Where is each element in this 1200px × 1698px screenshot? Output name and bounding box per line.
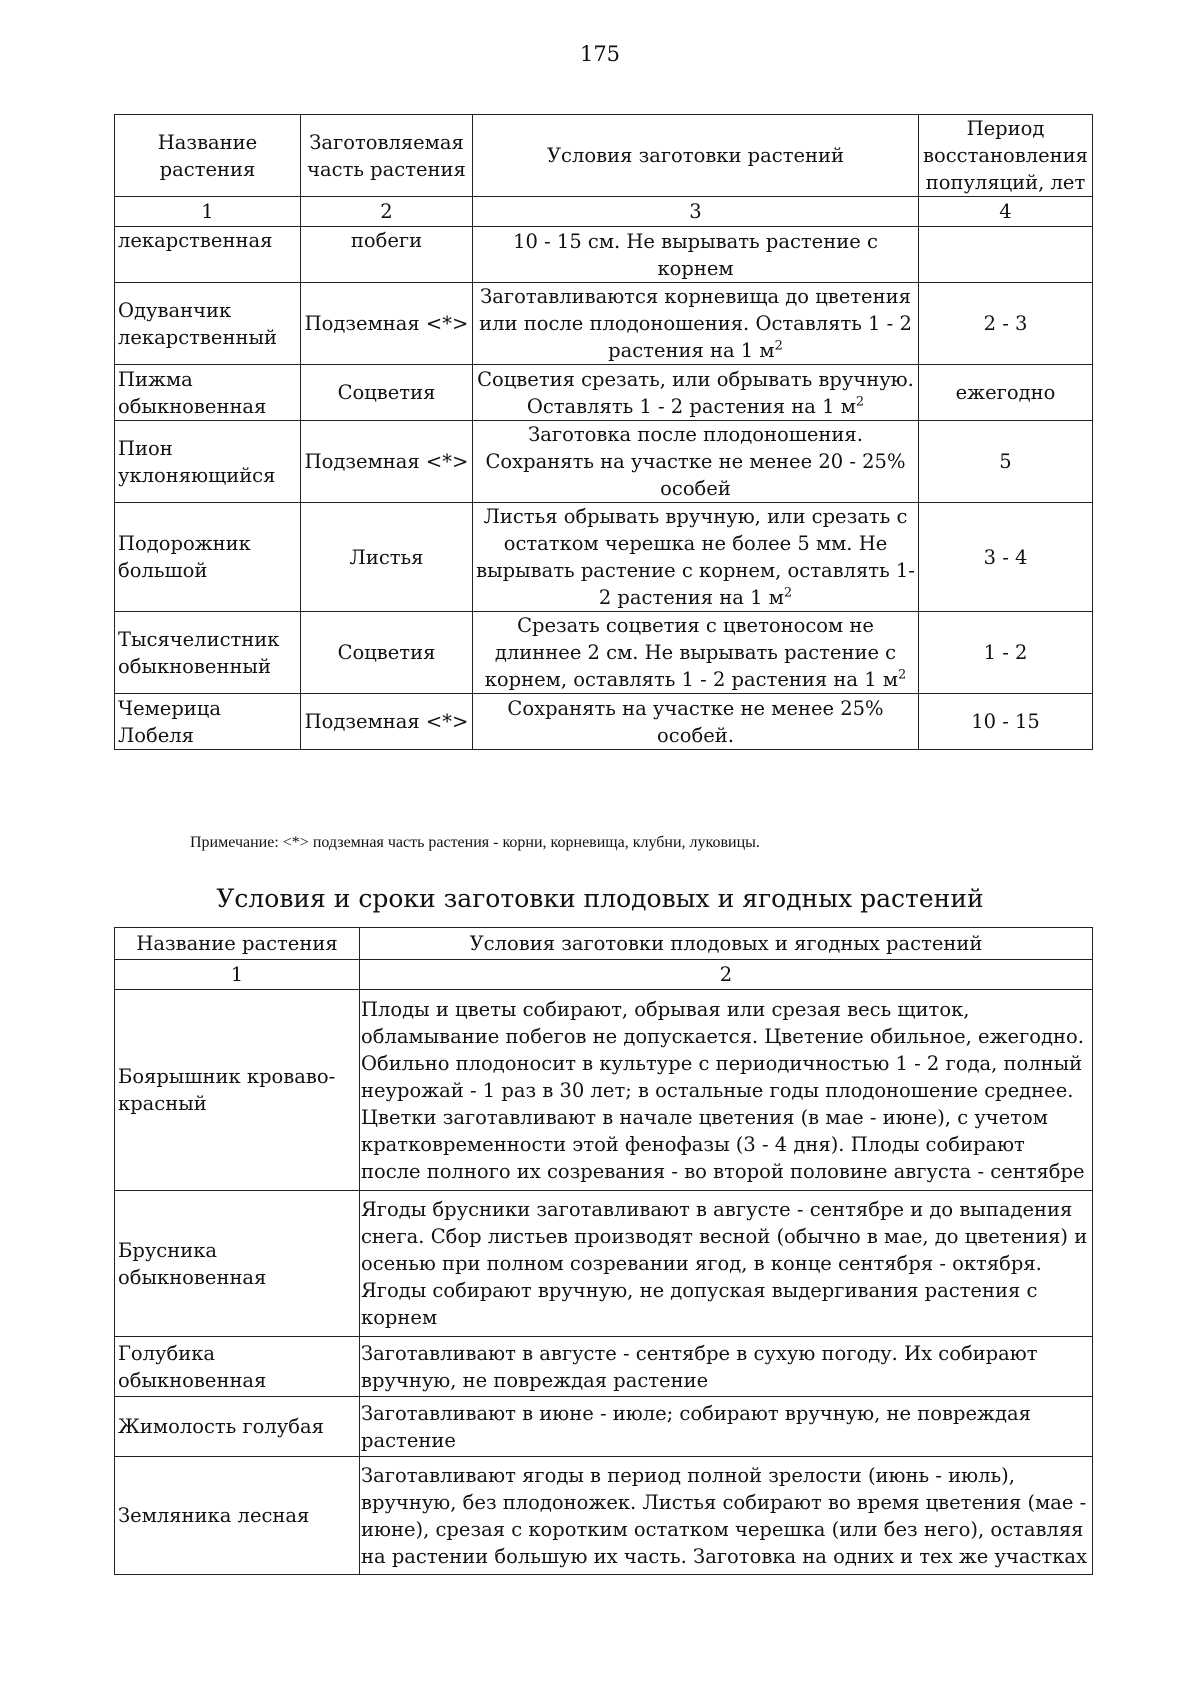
harvest-conditions — [473, 612, 919, 694]
cell-line: или после плодоношения. Оставлять 1 - 2 — [479, 312, 912, 335]
plant-name — [115, 421, 301, 503]
plant-name — [115, 365, 301, 421]
cell-line: обыкновенный — [118, 654, 271, 678]
column-number: 1 — [115, 197, 301, 227]
cell-line: растения — [159, 157, 256, 181]
plant-name — [115, 503, 301, 612]
cell-line: обламывание побегов не допускается. Цветение обильное, ежегодно. — [361, 1024, 1084, 1048]
table-row — [115, 283, 1093, 365]
column-header: Название растения — [115, 928, 360, 960]
cell-line: корнем — [361, 1306, 438, 1329]
harvest-conditions — [473, 694, 919, 750]
recovery-period: 10 - 15 — [919, 694, 1093, 750]
plant-name — [115, 227, 301, 283]
cell-line: 10 - 15 см. Не вырывать растение с — [513, 229, 878, 253]
harvest-conditions — [473, 421, 919, 503]
cell-line: Период — [966, 117, 1045, 140]
cell-line: Цветки заготавливают в начале цветения (в мае - июне), с учетом — [361, 1105, 1048, 1129]
cell-line: растения на 1 $м^2$ — [608, 338, 783, 362]
cell-line: 2 растения на 1 $м^2$ — [598, 585, 793, 609]
table-row — [115, 421, 1093, 503]
cell-line: Листья обрывать вручную, или срезать с — [483, 505, 908, 528]
column-number-row — [115, 197, 1093, 227]
column-number-row — [115, 960, 1093, 990]
cell-line: после полного их созревания - во второй половине августа - сентябре — [361, 1159, 1085, 1183]
cell-line: Заготавливаются корневища до цветения — [480, 285, 911, 308]
harvest-conditions — [473, 283, 919, 365]
cell-line: Голубика — [118, 1341, 216, 1365]
harvest-conditions — [360, 1337, 1093, 1397]
harvest-conditions — [473, 227, 919, 283]
harvested-part: Подземная <*> — [301, 283, 473, 365]
cell-line: обыкновенная — [118, 1265, 267, 1289]
table-row — [115, 1191, 1093, 1337]
cell-line: осенью при полном созревании ягод, в конце сентября - октября. — [361, 1252, 1042, 1275]
harvest-conditions — [360, 1191, 1093, 1337]
cell-line: июне), срезая с коротким остатком черешка (или без него), оставляя — [361, 1517, 1084, 1541]
harvested-part: побеги — [301, 227, 473, 283]
cell-line: Жимолость голубая — [118, 1415, 324, 1438]
harvested-part: Листья — [301, 503, 473, 612]
plant-name — [115, 990, 360, 1191]
cell-line: Тысячелистник — [118, 627, 280, 651]
table-footnote: Примечание: <*> подземная часть растения - корни, корневища, клубни, луковицы. — [190, 834, 760, 851]
table-row — [115, 1397, 1093, 1457]
cell-line: Заготовка после плодоношения. — [528, 423, 863, 446]
cell-line: особей — [660, 477, 731, 500]
superscript: 2 — [783, 585, 793, 601]
cell-line: Подорожник — [118, 532, 251, 555]
recovery-period: ежегодно — [919, 365, 1093, 421]
recovery-period — [919, 227, 1093, 283]
table-row — [115, 1457, 1093, 1575]
cell-line: кратковременности этой фенофазы (3 - 4 дня). Плоды собирают — [361, 1132, 1025, 1156]
cell-line: Плоды и цветы собирают, обрывая или срезая весь щиток, — [361, 997, 970, 1021]
page-number: 175 — [579, 42, 621, 66]
cell-line: большой — [118, 559, 208, 582]
harvested-part: Соцветия — [301, 365, 473, 421]
column-number: 3 — [473, 197, 919, 227]
table-header-row — [115, 928, 1093, 960]
superscript: 2 — [855, 394, 865, 409]
cell-line: Оставлять 1 - 2 растения на 1 $м^2$ — [526, 394, 865, 418]
harvested-part: Соцветия — [301, 612, 473, 694]
cell-line: Боярышник кроваво- — [118, 1065, 336, 1088]
column-number: 4 — [919, 197, 1093, 227]
table-row — [115, 365, 1093, 421]
harvest-conditions-table — [114, 114, 1093, 750]
cell-line: Лобеля — [118, 723, 194, 747]
harvested-part: Подземная <*> — [301, 694, 473, 750]
column-header — [301, 115, 473, 197]
cell-line: Пижма — [118, 367, 193, 391]
cell-line: Пион — [118, 436, 173, 460]
cell-line: снега. Сбор листьев производят весной (обычно в мае, до цветения) и — [361, 1225, 1088, 1248]
cell-line: лекарственная — [118, 229, 273, 252]
cell-line: популяций, лет — [925, 171, 1086, 194]
cell-line: часть растения — [307, 157, 466, 181]
harvest-conditions — [473, 503, 919, 612]
cell-line: вырывать растение с корнем, оставлять 1- — [476, 559, 915, 582]
table-row — [115, 227, 1093, 283]
cell-line: Сохранять на участке не менее 25% — [507, 696, 884, 720]
cell-line: Обильно плодоносит в культуре с периодичностью 1 - 2 года, полный — [361, 1051, 1083, 1075]
table-row — [115, 612, 1093, 694]
harvest-conditions — [360, 1397, 1093, 1457]
table-row — [115, 1337, 1093, 1397]
cell-line: длиннее 2 см. Не вырывать растение с — [494, 641, 897, 664]
cell-line: Чемерица — [118, 696, 221, 720]
cell-line: восстановления — [923, 144, 1088, 167]
cell-line: Срезать соцветия с цветоносом не — [517, 614, 874, 637]
recovery-period: 2 - 3 — [919, 283, 1093, 365]
plant-name — [115, 283, 301, 365]
cell-line: Заготовляемая — [309, 130, 464, 154]
cell-line: Заготавливают в августе - сентябре в сухую погоду. Их собирают — [361, 1341, 1038, 1365]
cell-line: особей. — [657, 723, 734, 747]
cell-line: на растении большую их часть. Заготовка на одних и тех же участках — [361, 1544, 1087, 1568]
column-header — [115, 115, 301, 197]
plant-name — [115, 1397, 360, 1457]
plant-name — [115, 1457, 360, 1575]
cell-line: растение — [361, 1428, 456, 1452]
cell-line: Заготавливают в июне - июле; собирают вручную, не повреждая — [361, 1401, 1031, 1425]
plant-name — [115, 1191, 360, 1337]
harvested-part: Подземная <*> — [301, 421, 473, 503]
cell-line: Земляника лесная — [118, 1504, 310, 1527]
harvest-conditions — [360, 1457, 1093, 1575]
table-header-row — [115, 115, 1093, 197]
fruit-berry-harvest-table — [114, 927, 1093, 1575]
cell-line: корнем — [657, 256, 734, 280]
plant-name — [115, 694, 301, 750]
column-number: 2 — [301, 197, 473, 227]
section-title: Условия и сроки заготовки плодовых и ягодных растений — [216, 884, 984, 913]
recovery-period: 5 — [919, 421, 1093, 503]
column-header: Условия заготовки плодовых и ягодных растений — [360, 928, 1093, 960]
cell-line: уклоняющийся — [118, 463, 276, 487]
table-row — [115, 503, 1093, 612]
column-number: 2 — [360, 960, 1093, 990]
cell-line: Соцветия срезать, или обрывать вручную. — [477, 367, 914, 391]
column-header — [919, 115, 1093, 197]
cell-line: корнем, оставлять 1 - 2 растения на 1 $м^2$ — [484, 667, 907, 691]
cell-line: Сохранять на участке не менее 20 - 25% — [485, 450, 906, 473]
recovery-period: 3 - 4 — [919, 503, 1093, 612]
cell-line: обыкновенная — [118, 1368, 267, 1392]
cell-line: неурожай - 1 раз в 30 лет; в остальные годы плодоношение среднее. — [361, 1078, 1074, 1102]
cell-line: Ягоды брусники заготавливают в августе - сентябре и до выпадения — [361, 1198, 1073, 1221]
cell-line: Название — [157, 130, 258, 154]
harvest-conditions — [360, 990, 1093, 1191]
cell-line: остатком черешка не более 5 мм. Не — [503, 532, 888, 555]
harvest-conditions — [473, 365, 919, 421]
recovery-period: 1 - 2 — [919, 612, 1093, 694]
cell-line: вручную, без плодоножек. Листья собирают во время цветения (мае - — [361, 1490, 1087, 1514]
column-header — [473, 115, 919, 197]
cell-line: Ягоды собирают вручную, не допуская выдергивания растения с — [361, 1279, 1038, 1302]
cell-line: Условия заготовки растений — [546, 144, 845, 167]
superscript: 2 — [774, 338, 783, 354]
cell-line: Брусника — [118, 1238, 218, 1262]
plant-name — [115, 1337, 360, 1397]
cell-line: Заготавливают ягоды в период полной зрелости (июнь - июль), — [361, 1463, 1015, 1487]
table-row — [115, 694, 1093, 750]
superscript: 2 — [898, 667, 907, 683]
cell-line: Одуванчик — [118, 298, 232, 322]
cell-line: обыкновенная — [118, 394, 267, 418]
table-row — [115, 990, 1093, 1191]
cell-line: вручную, не повреждая растение — [361, 1368, 709, 1392]
cell-line: красный — [118, 1092, 207, 1115]
plant-name — [115, 612, 301, 694]
cell-line: лекарственный — [118, 325, 277, 349]
column-number: 1 — [115, 960, 360, 990]
